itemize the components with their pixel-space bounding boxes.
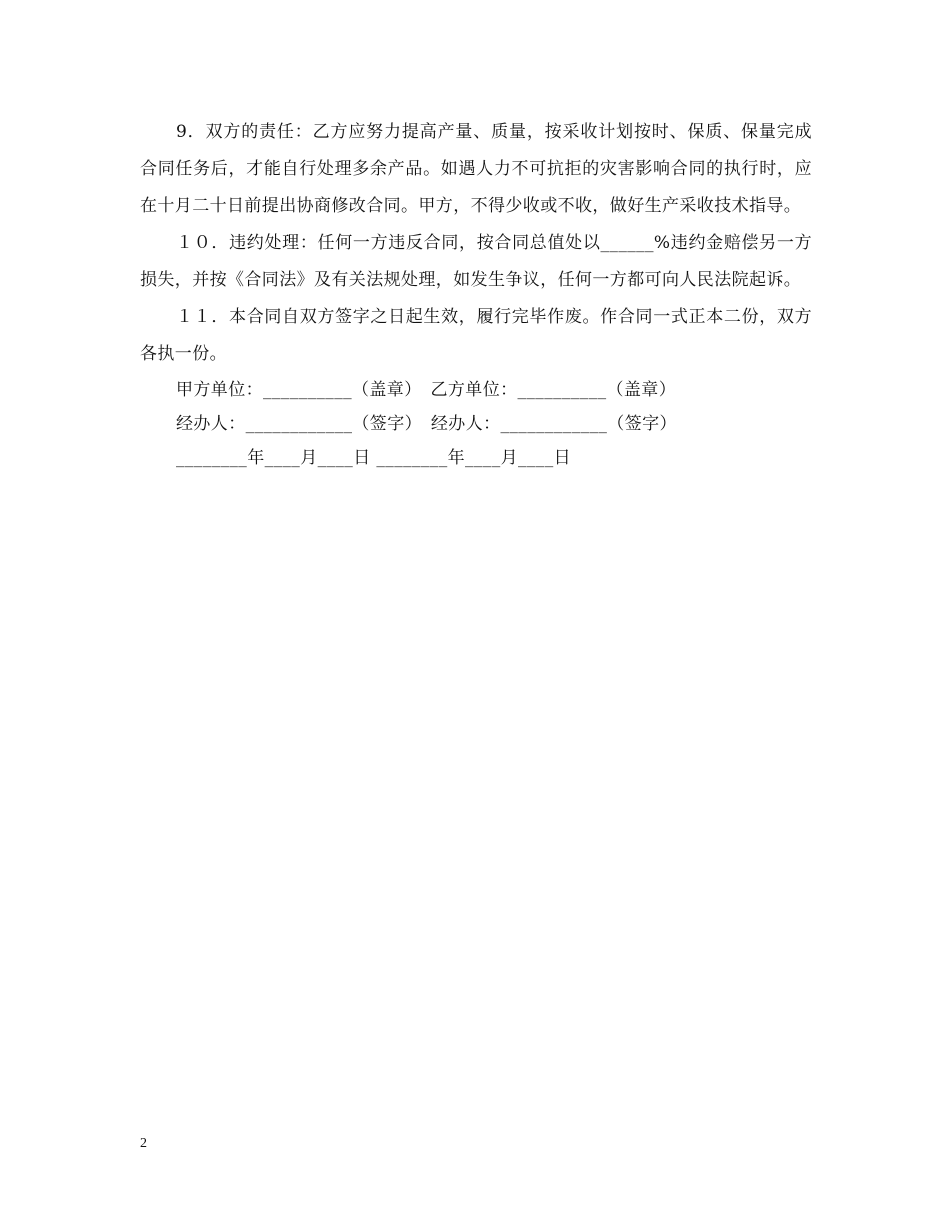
agents-signature-line: 经办人：____________（签字） 经办人：____________（签字） [176,414,677,434]
clause-11-paragraph: １１．本合同自双方签字之日起生效，履行完毕作废。作合同一式正本二份，双方各执一份。 [140,307,812,364]
clause-10-paragraph: １０．违约处理：任何一方违反合同，按合同总值处以______%违约金赔偿另一方损失，并按《合同法》及有关法规处理，如发生争议，任何一方都可向人民法院起诉。 [140,233,812,290]
clause-9-paragraph: 9．双方的责任：乙方应努力提高产量、质量，按采收计划按时、保质、保量完成合同任务后，才能自行处理多余产品。如遇人力不可抗拒的灾害影响合同的执行时，应在十月二十日前提出协商修改合同。甲方，不得少收或不收，做好生产采收技术指导。 [140,122,812,216]
page-number: 2 [140,1136,147,1151]
signing-dates-line: ________年____月____日 ________年____月____日 [176,448,572,468]
party-units-line: 甲方单位：__________（盖章） 乙方单位：__________（盖章） [176,380,677,400]
document-body [140,114,812,475]
